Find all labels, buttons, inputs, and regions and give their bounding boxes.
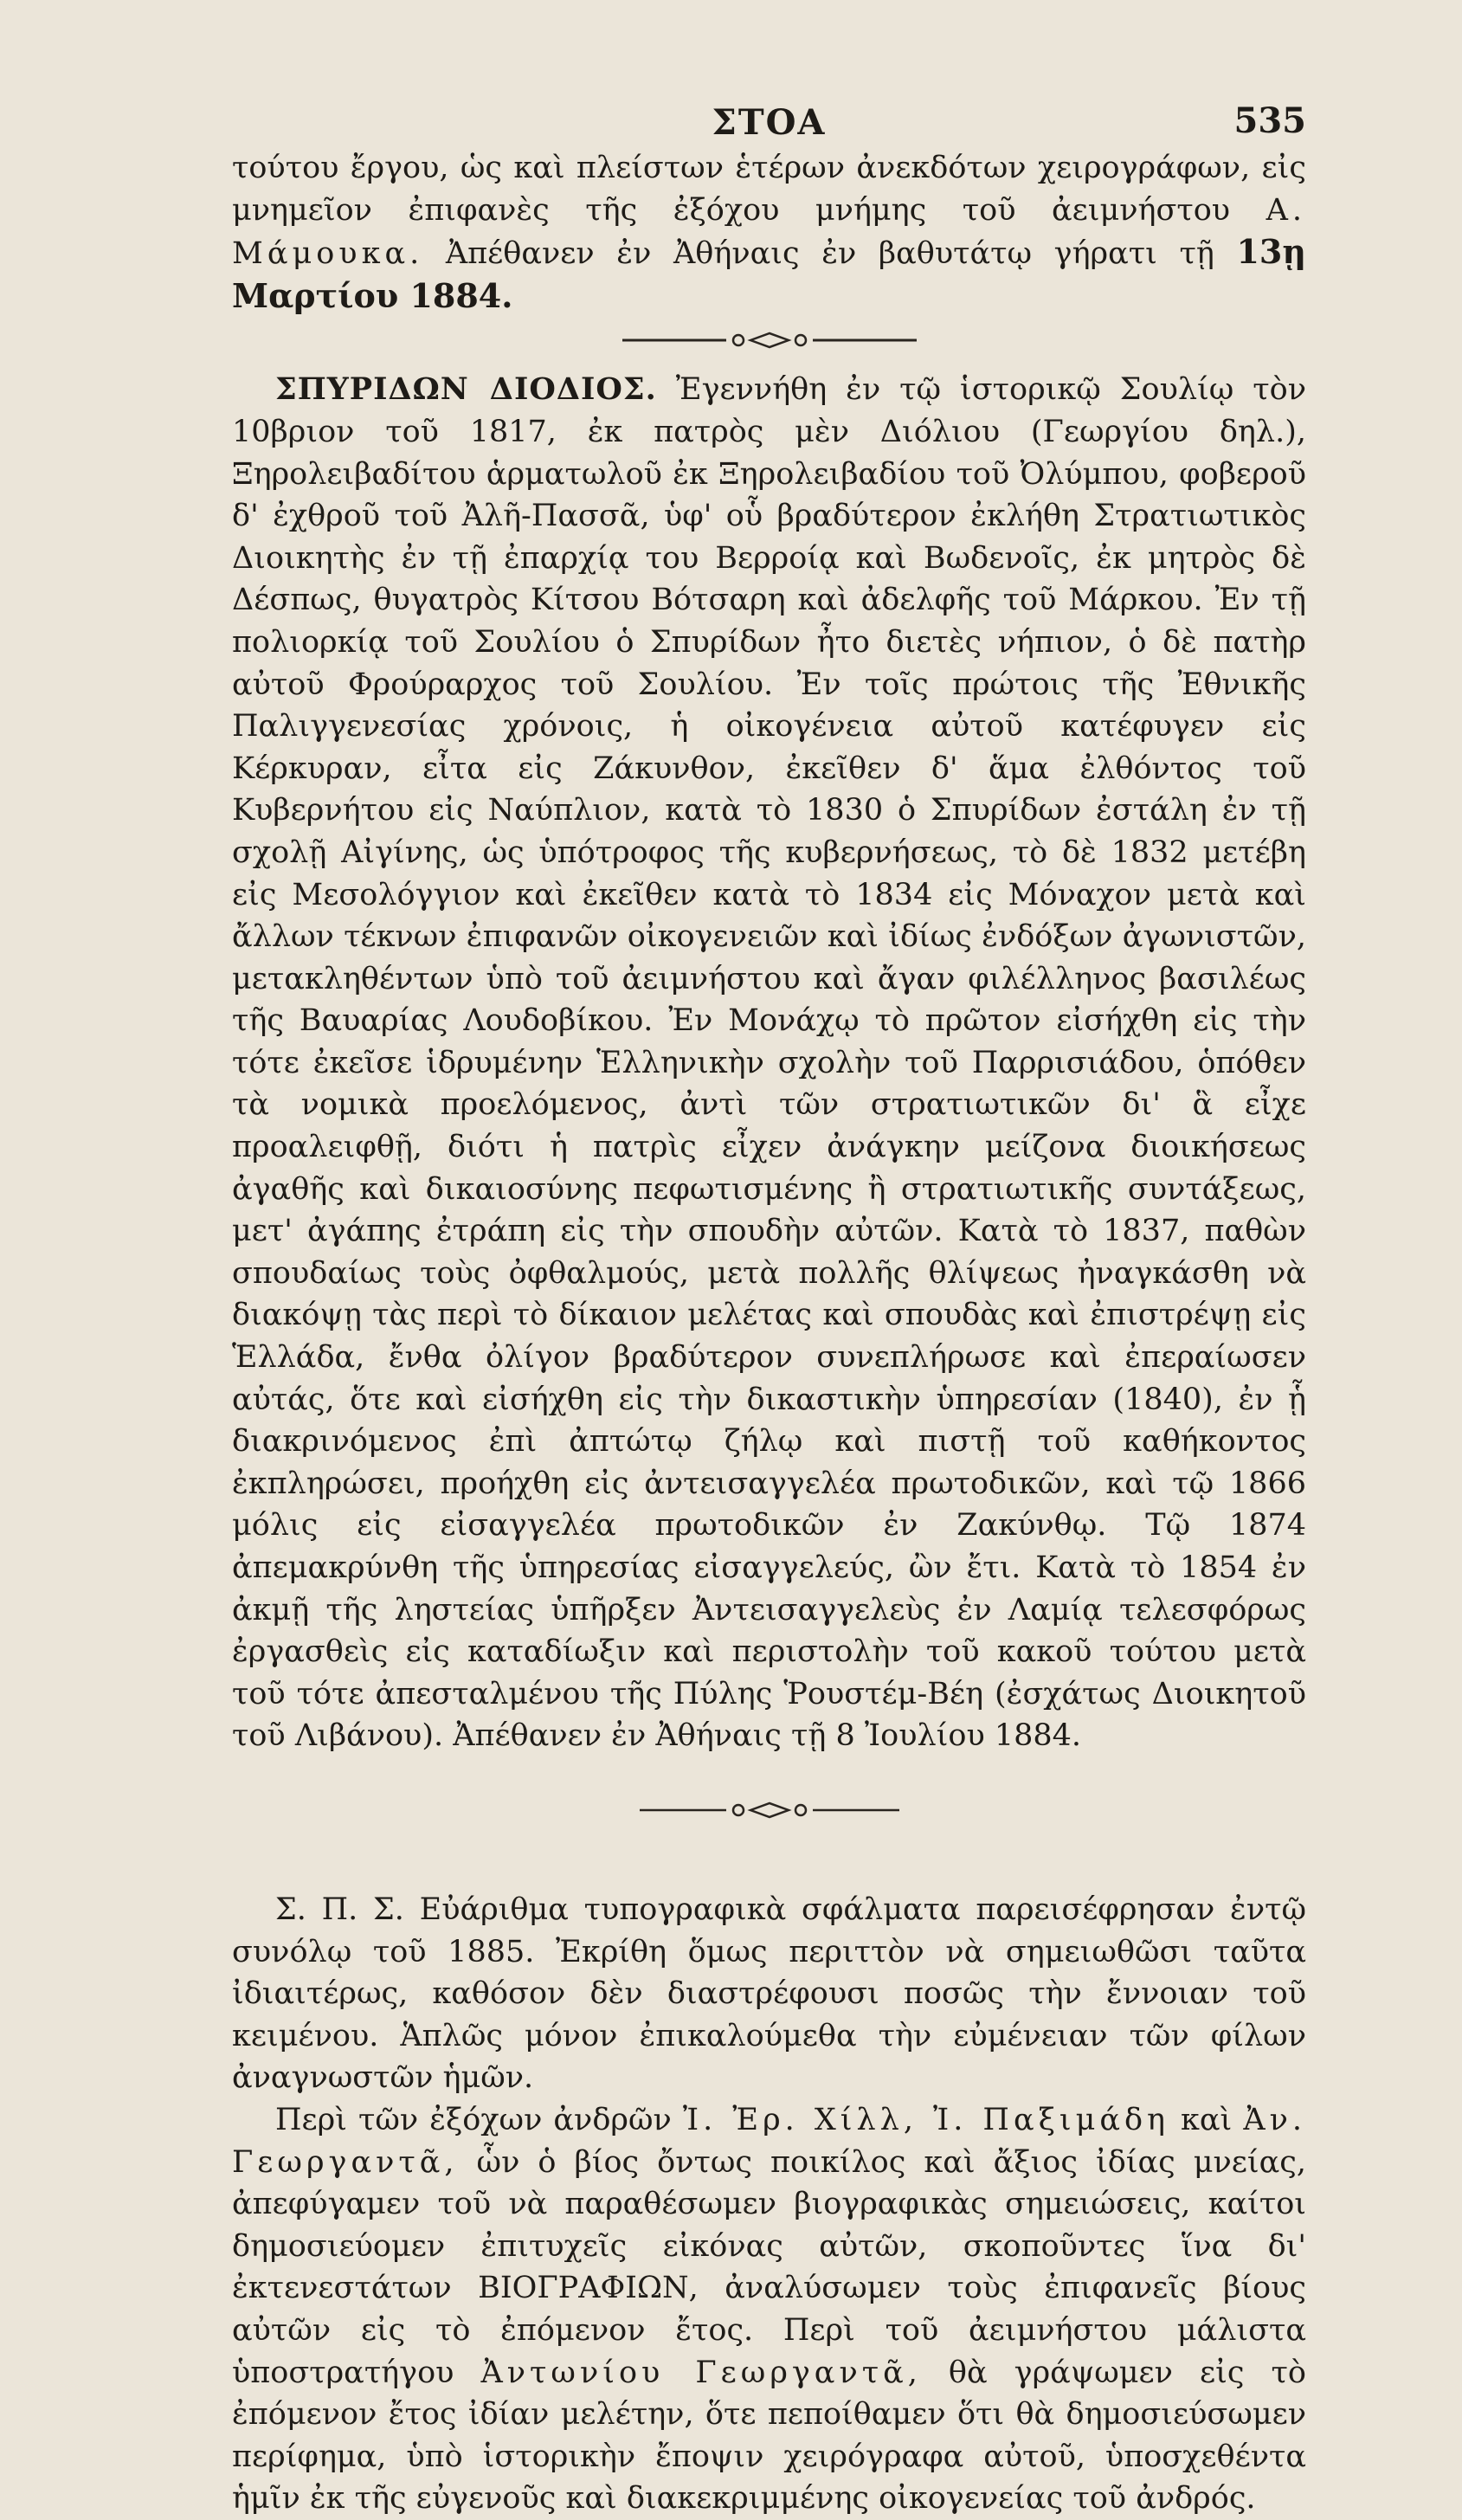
person-name: Ἀν. Γεωργαντᾶ,	[232, 2102, 1307, 2180]
editor-note-errata: Σ. Π. Σ. Εὐάριθμα τυπογραφικὰ σφάλματα παρεισέφρησαν ἐντῷ συνόλῳ τοῦ 1885. Ἐκρίθη ὅμως περιττὸν νὰ σημειωθῶσι ταῦτα ἰδιαιτέρως, καθόσον δὲν διαστρέφουσι ποσῶς τὴν ἔννοιαν τοῦ κειμένου. Ἁπλῶς μόνον ἐπικαλούμεθα τὴν εὐμένειαν τῶν φίλων ἀναγνωστῶν ἡμῶν.	[232, 1892, 1306, 2096]
page-number: 535	[1233, 100, 1306, 141]
text: Ἀπέθανεν ἐν Ἀθήναις ἐν βαθυτάτῳ γήρατι τῇ	[423, 236, 1237, 272]
person-name: Α. Μάμουκα.	[232, 192, 1306, 272]
ornament-divider	[622, 331, 917, 350]
text: τούτου ἔργου, ὡς καὶ πλείστων ἑτέρων ἀνεκδότων χειρογράφων, εἰς μνημεῖον ἐπιφανὲς τῆς ἐξόχου μνήμης τοῦ ἀειμνήστου	[232, 151, 1306, 228]
section-diodios-biography	[232, 369, 1306, 1757]
text: Περὶ τῶν ἐξόχων ἀνδρῶν	[275, 2102, 683, 2137]
death-date: 13ῃ Μαρτίου 1884.	[232, 232, 1306, 315]
section-mamoukas-ending	[232, 147, 1306, 319]
emphasis: ΒΙΟΓΡΑΦΙΩΝ,	[478, 2271, 699, 2306]
ornament-divider	[640, 1801, 899, 1820]
running-title: ΣΤΟΑ	[712, 102, 827, 143]
text: ἀναλύσωμεν τοὺς ἐπιφανεῖς βίους αὐτῶν εἰς τὸ ἐπόμενον ἔτος. Περὶ τοῦ ἀειμνήστου μάλιστα ὑποστρατήγου	[232, 2271, 1306, 2390]
page-header	[232, 87, 1306, 147]
editor-note-biographies	[232, 2099, 1306, 2520]
biography-name: ΣΠΥΡΙΔΩΝ ΔΙΟΔΙΟΣ.	[275, 371, 657, 408]
text: ὧν ὁ βίος ὄντως ποικίλος καὶ ἄξιος ἰδίας μνείας, ἀπεφύγαμεν τοῦ νὰ παραθέσωμεν βιογραφικὰς σημειώσεις, καίτοι δημοσιεύομεν ἐπιτυχεῖς εἰκόνας αὐτῶν, σκοποῦντες ἵνα δι' ἐκτενεστάτων	[232, 2144, 1306, 2306]
person-name: Ἀντωνίου Γεωργαντᾶ,	[480, 2355, 922, 2390]
text: θὰ γράψωμεν εἰς τὸ ἐπόμενον ἔτος ἰδίαν μελέτην, ὅτε πεποίθαμεν ὅτι θὰ δημοσιεύσωμεν περίφημα, ὑπὸ ἱστορικὴν ἔποψιν χειρόγραφα αὐτοῦ, ὑποσχεθέντα ἡμῖν ἐκ τῆς εὐγενοῦς καὶ διακεκριμμένης οἰκογενείας τοῦ ἀνδρός.	[232, 2355, 1306, 2517]
text: καὶ	[1169, 2102, 1244, 2137]
biography-text: Ἐγεννήθη ἐν τῷ ἱστορικῷ Σουλίῳ τὸν 10βριον τοῦ 1817, ἐκ πατρὸς μὲν Διόλιου (Γεωργίου δηλ.), Ξηρολειβαδίτου ἁρματωλοῦ ἐκ Ξηρολειβαδίου τοῦ Ὀλύμπου, φοβεροῦ δ' ἐχθροῦ τοῦ Ἀλῆ-Πασσᾶ, ὑφ' οὗ βραδύτερον ἐκλήθη Στρατιωτικὸς Διοικητὴς ἐν τῇ ἐπαρχίᾳ του Βερροίᾳ καὶ Βωδενοῖς, ἐκ μητρὸς δὲ Δέσπως, θυγατρὸς Κίτσου Βότσαρη καὶ ἀδελφῆς τοῦ Μάρκου. Ἐν τῇ πολιορκίᾳ τοῦ Σουλίου ὁ Σπυρίδων ἦτο διετὲς νήπιον, ὁ δὲ πατὴρ αὐτοῦ Φρούραρχος τοῦ Σουλίου. Ἐν τοῖς πρώτοις τῆς Ἐθνικῆς Παλιγγενεσίας χρόνοις, ἡ οἰκογένεια αὐτοῦ κατέφυγεν εἰς Κέρκυραν, εἶτα εἰς Ζάκυνθον, ἐκεῖθεν δ' ἅμα ἐλθόντος τοῦ Κυβερνήτου εἰς Ναύπλιον, κατὰ τὸ 1830 ὁ Σπυρίδων ἐστάλη ἐν τῇ σχολῇ Αἰγίνης, ὡς ὑπότροφος τῆς κυβερνήσεως, τὸ δὲ 1832 μετέβη εἰς Μεσολόγγιον καὶ ἐκεῖθεν κατὰ τὸ 1834 εἰς Μόναχον μετὰ καὶ ἄλλων τέκνων ἐπιφανῶν οἰκογενειῶν καὶ ἰδίως ἐνδόξων ἀγωνιστῶν, μετακληθέντων ὑπὸ τοῦ ἀειμνήστου καὶ ἄγαν φιλέλληνος βασιλέως τῆς Βαυαρίας Λουδοβίκου. Ἐν Μονάχῳ τὸ πρῶτον εἰσήχθη εἰς τὴν τότε ἐκεῖσε ἱδρυμένην Ἑλληνικὴν σχολὴν τοῦ Παρρισιάδου, ὁπόθεν τὰ νομικὰ προελόμενος, ἀντὶ τῶν στρατιωτικῶν δι' ἃ εἶχε προαλειφθῇ, διότι ἡ πατρὶς εἶχεν ἀνάγκην μείζονα διοικήσεως ἀγαθῆς καὶ δικαιοσύνης πεφωτισμένης ἢ στρατιωτικῆς συντάξεως, μετ' ἀγάπης ἐτράπη εἰς τὴν σπουδὴν αὐτῶν. Κατὰ τὸ 1837, παθὼν σπουδαίως τοὺς ὀφθαλμούς, μετὰ πολλῆς θλίψεως ἠναγκάσθη νὰ διακόψῃ τὰς περὶ τὸ δίκαιον μελέτας καὶ σπουδὰς καὶ ἐπιστρέψῃ εἰς Ἑλλάδα, ἔνθα ὀλίγον βραδύτερον συνεπλήρωσε καὶ ἐπεραίωσεν αὐτάς, ὅτε καὶ εἰσήχθη εἰς τὴν δικαστικὴν ὑπηρεσίαν (1840), ἐν ᾗ διακρινόμενος ἐπὶ ἀπτώτῳ ζήλῳ καὶ πιστῇ τοῦ καθήκοντος ἐκπληρώσει, προήχθη εἰς ἀντεισαγγελέα πρωτοδικῶν, καὶ τῷ 1866 μόλις εἰς εἰσαγγελέα πρωτοδικῶν ἐν Ζακύνθῳ. Τῷ 1874 ἀπεμακρύνθη τῆς ὑπηρεσίας εἰσαγγελεύς, ὢν ἔτι. Κατὰ τὸ 1854 ἐν ἀκμῇ τῆς ληστείας ὑπῆρξεν Ἀντεισαγγελεὺς ἐν Λαμίᾳ τελεσφόρως ἐργασθεὶς εἰς καταδίωξιν καὶ περιστολὴν τοῦ κακοῦ τούτου μετὰ τοῦ τότε ἀπεσταλμένου τῆς Πύλης Ῥουστέμ-Βέη (ἐσχάτως Διοικητοῦ τοῦ Λιβάνου). Ἀπέθανεν ἐν Ἀθήναις τῇ 8 Ἰουλίου 1884.	[232, 372, 1306, 1754]
person-names: Ἰ. Ἐρ. Χίλλ, Ἰ. Παξιμάδη	[682, 2102, 1169, 2137]
